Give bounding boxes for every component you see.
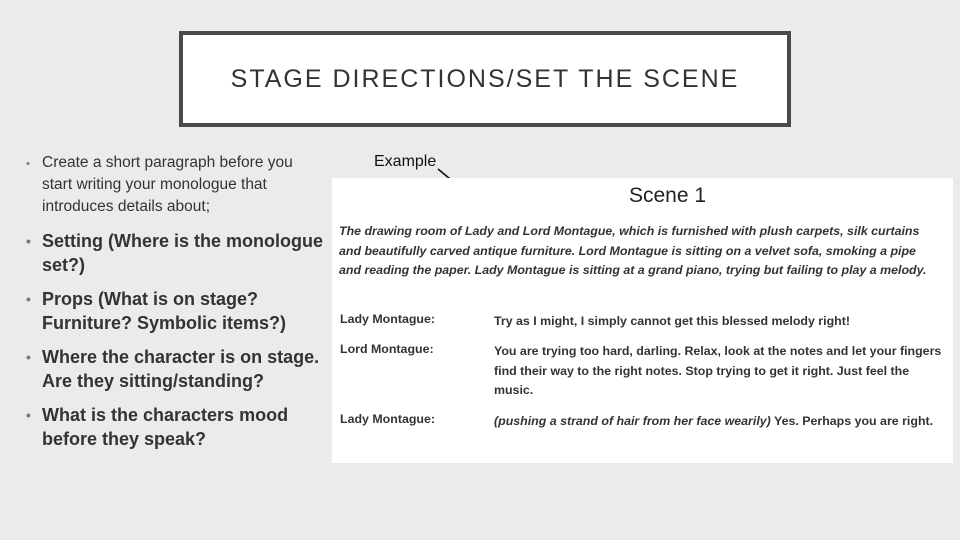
example-label: Example bbox=[374, 153, 437, 170]
title-box bbox=[179, 31, 791, 127]
bullet-marker: • bbox=[26, 349, 31, 365]
bullet-text: Where the character is on stage. Are they sitting/standing? bbox=[42, 347, 320, 391]
dialogue-line bbox=[494, 342, 944, 401]
dialogue-text: You are trying too hard, darling. Relax, look at the notes and let your fingers find their way to the right notes. Stop trying to get it right. Just feel the music. bbox=[494, 344, 942, 397]
bullet-text: What is the characters mood before they speak? bbox=[42, 405, 289, 449]
bullet-text: Create a short paragraph before you start writing your monologue that introduces details about; bbox=[42, 154, 293, 215]
bullet-text: Props (What is on stage? Furniture? Symbolic items?) bbox=[42, 289, 287, 333]
bullet-marker: • bbox=[26, 407, 31, 423]
stage-direction: (pushing a strand of hair from her face wearily) bbox=[494, 414, 771, 428]
scene-heading: Scene 1 bbox=[628, 184, 707, 207]
bullet-marker: • bbox=[26, 233, 31, 249]
dialogue-line bbox=[494, 412, 944, 432]
speaker-name: Lord Montague: bbox=[340, 342, 434, 356]
bullet-list bbox=[24, 152, 324, 461]
slide-title: STAGE DIRECTIONS/SET THE SCENE bbox=[230, 64, 740, 93]
scene-description: The drawing room of Lady and Lord Montague, which is furnished with plush carpets, silk curtains and beautifully carved antique furniture. Lord Montague is sitting on a velvet sofa, smoking a pipe and reading the paper. Lady Montague is sitting at a grand piano, trying but failing to play a melody. bbox=[339, 224, 927, 277]
bullet-item bbox=[24, 287, 324, 335]
speaker-name: Lady Montague: bbox=[340, 412, 435, 426]
script-example-panel bbox=[332, 178, 953, 463]
dialogue-text: Try as I might, I simply cannot get this blessed melody right! bbox=[494, 314, 850, 328]
dialogue-text: Yes. Perhaps you are right. bbox=[770, 414, 934, 428]
bullet-text: Setting (Where is the monologue set?) bbox=[42, 231, 324, 275]
dialogue-line bbox=[494, 312, 944, 332]
bullet-item bbox=[24, 152, 324, 218]
bullet-marker: • bbox=[26, 158, 30, 170]
bullet-item bbox=[24, 345, 324, 393]
bullet-item bbox=[24, 403, 324, 451]
speaker-name: Lady Montague: bbox=[340, 312, 435, 326]
bullet-item bbox=[24, 229, 324, 277]
bullet-marker: • bbox=[26, 291, 31, 307]
